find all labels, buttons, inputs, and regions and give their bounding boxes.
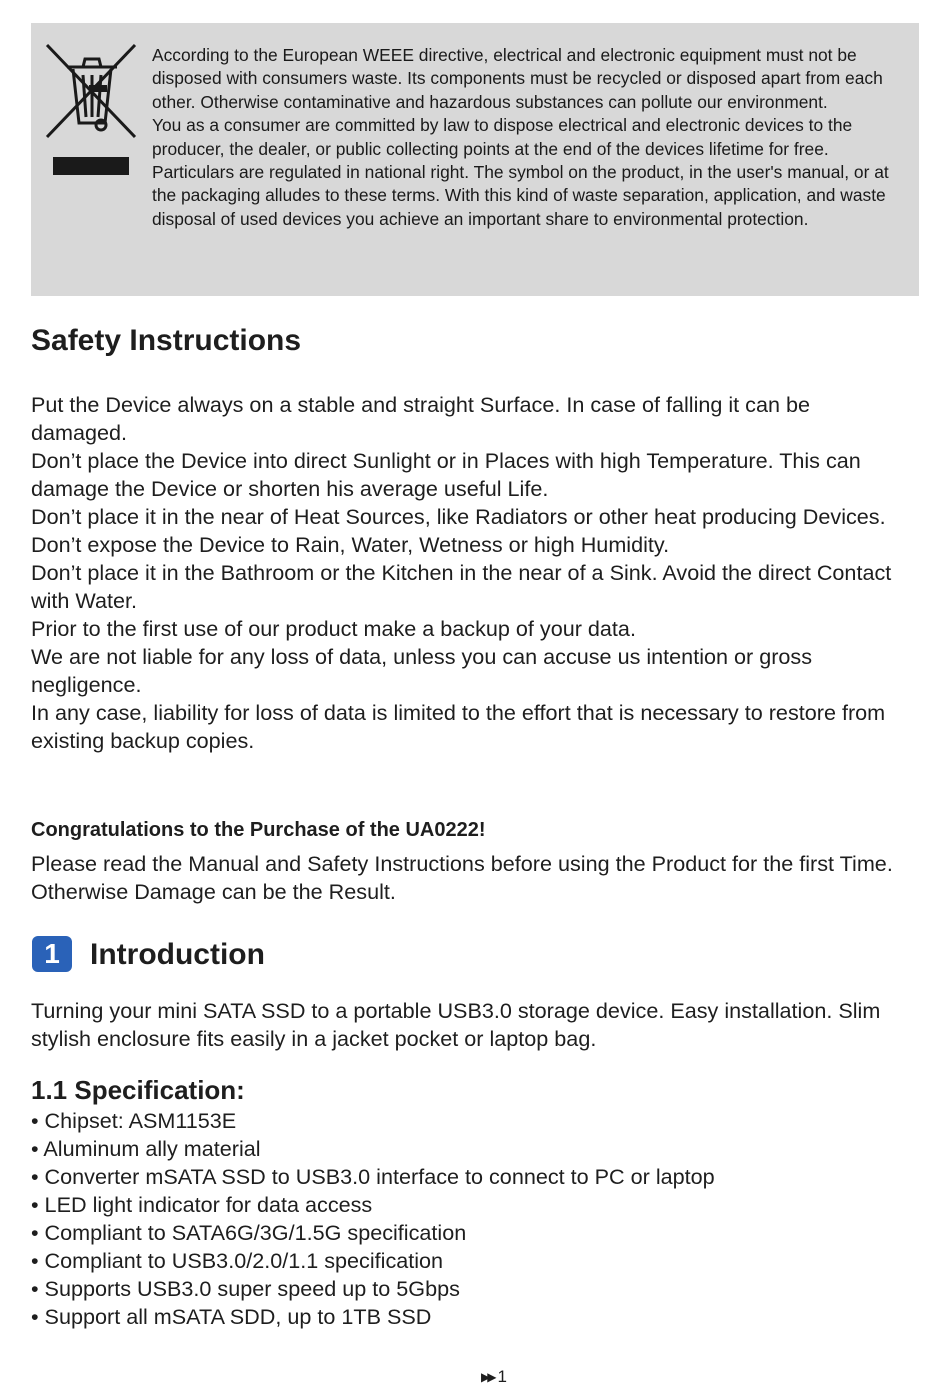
introduction-title: Introduction [90,938,265,971]
introduction-body [31,997,911,1053]
specification-list [31,1107,911,1331]
spec-item: • Compliant to SATA6G/3G/1.5G specification [31,1220,467,1245]
double-arrow-icon: ▶▶ [481,1370,494,1384]
spec-item: • LED light indicator for data access [31,1192,373,1217]
weee-text [152,44,912,231]
congrats-heading: Congratulations to the Purchase of the UA0222! [31,819,486,841]
spec-item: • Support all mSATA SDD, up to 1TB SSD [31,1304,432,1329]
weee-notice [31,23,919,296]
introduction-paragraph: Turning your mini SATA SSD to a portable USB3.0 storage device. Easy installation. Slim stylish enclosure fits easily in a jacket pocket or laptop bag. [31,998,881,1051]
spec-item: • Converter mSATA SSD to USB3.0 interface to connect to PC or laptop [31,1164,715,1189]
page-number: 1 [497,1367,507,1386]
weee-black-bar [53,157,129,175]
safety-paragraph: Prior to the first use of our product make a backup of your data. [31,616,636,641]
congrats-paragraph: Please read the Manual and Safety Instructions before using the Product for the first Time. Otherwise Damage can be the Result. [31,851,893,904]
page-footer [481,1367,507,1387]
weee-paragraph: According to the European WEEE directive, electrical and electronic equipment must not be disposed with consumers waste. Its components must be recycled or disposed apart from each other. Otherwise contaminative and hazardous substances can pollute our environment. [152,45,883,112]
safety-paragraph: We are not liable for any loss of data, unless you can accuse us intention or gross negligence. [31,644,813,697]
safety-title: Safety Instructions [31,324,302,357]
spec-item: • Chipset: ASM1153E [31,1108,237,1133]
section-number-badge: 1 [32,936,72,972]
safety-paragraph: Don’t place it in the Bathroom or the Kitchen in the near of a Sink. Avoid the direct Contact with Water. [31,560,892,613]
weee-paragraph: You as a consumer are committed by law to dispose electrical and electronic devices to the producer, the dealer, or public collecting points at the end of the devices lifetime for free. Particulars are regulated in national right. The symbol on the product, in the user's manual, or at the packaging alludes to these terms. With this kind of waste separation, application, and waste disposal of used devices you achieve an important share to environmental protection. [152,115,889,229]
crossed-out-bin-icon [45,43,139,143]
spec-item: • Aluminum ally material [31,1136,261,1161]
safety-paragraph: Don’t place the Device into direct Sunlight or in Places with high Temperature. This can damage the Device or shorten his average useful Life. [31,448,861,501]
specification-title: 1.1 Specification: [31,1075,245,1105]
safety-paragraph: In any case, liability for loss of data is limited to the effort that is necessary to restore from existing backup copies. [31,700,886,753]
spec-item: • Supports USB3.0 super speed up to 5Gbps [31,1276,460,1301]
safety-instructions [31,391,911,755]
safety-paragraph: Don’t place it in the near of Heat Sources, like Radiators or other heat producing Devices. [31,504,886,529]
safety-paragraph: Don’t expose the Device to Rain, Water, Wetness or high Humidity. [31,532,670,557]
spec-item: • Compliant to USB3.0/2.0/1.1 specification [31,1248,444,1273]
safety-paragraph: Put the Device always on a stable and straight Surface. In case of falling it can be damaged. [31,392,811,445]
congrats-body [31,850,911,906]
